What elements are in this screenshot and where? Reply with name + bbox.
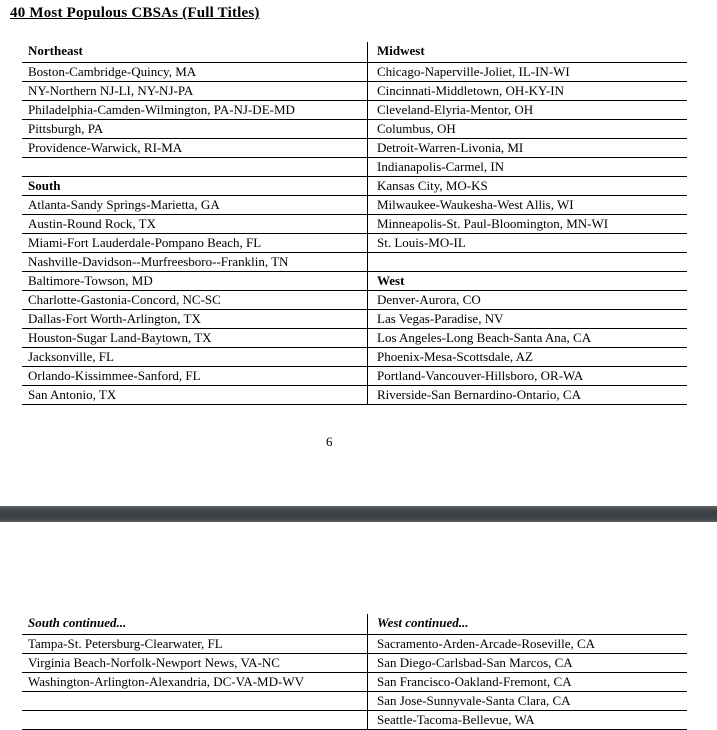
cbsa-cell: St. Louis-MO-IL <box>368 234 687 253</box>
cbsa-cell: Portland-Vancouver-Hillsboro, OR-WA <box>368 367 687 386</box>
cbsa-cell: Phoenix-Mesa-Scottsdale, AZ <box>368 348 687 367</box>
cbsa-cell: Nashville-Davidson--Murfreesboro--Franklin, TN <box>22 253 368 272</box>
cbsa-cell: Tampa-St. Petersburg-Clearwater, FL <box>22 635 368 654</box>
cbsa-cell: Columbus, OH <box>368 120 687 139</box>
table-row <box>22 82 687 101</box>
cbsa-cell: Kansas City, MO-KS <box>368 177 687 196</box>
cbsa-cell: Charlotte-Gastonia-Concord, NC-SC <box>22 291 368 310</box>
table-row <box>22 711 687 730</box>
cbsa-cell: Washington-Arlington-Alexandria, DC-VA-MD-WV <box>22 673 368 692</box>
region-header-cell: West continued... <box>368 614 687 635</box>
cbsa-cell: Orlando-Kissimmee-Sanford, FL <box>22 367 368 386</box>
table-row <box>22 253 687 272</box>
table-row <box>22 139 687 158</box>
region-header-cell: Midwest <box>368 42 687 63</box>
table-row <box>22 692 687 711</box>
table-row <box>22 329 687 348</box>
empty-cell <box>22 692 368 711</box>
cbsa-table-page2 <box>22 614 687 730</box>
cbsa-cell: Chicago-Naperville-Joliet, IL-IN-WI <box>368 63 687 82</box>
cbsa-cell: NY-Northern NJ-LI, NY-NJ-PA <box>22 82 368 101</box>
region-header-cell: Northeast <box>22 42 368 63</box>
cbsa-cell: Detroit-Warren-Livonia, MI <box>368 139 687 158</box>
cbsa-cell: San Antonio, TX <box>22 386 368 405</box>
cbsa-cell: Austin-Round Rock, TX <box>22 215 368 234</box>
table-row <box>22 101 687 120</box>
cbsa-cell: Las Vegas-Paradise, NV <box>368 310 687 329</box>
cbsa-cell: San Francisco-Oakland-Fremont, CA <box>368 673 687 692</box>
cbsa-cell: Dallas-Fort Worth-Arlington, TX <box>22 310 368 329</box>
empty-cell <box>22 711 368 730</box>
cbsa-cell: Riverside-San Bernardino-Ontario, CA <box>368 386 687 405</box>
cbsa-cell: Virginia Beach-Norfolk-Newport News, VA-NC <box>22 654 368 673</box>
table-row <box>22 310 687 329</box>
cbsa-cell: Los Angeles-Long Beach-Santa Ana, CA <box>368 329 687 348</box>
cbsa-cell: Milwaukee-Waukesha-West Allis, WI <box>368 196 687 215</box>
table-row <box>22 272 687 291</box>
table-row <box>22 120 687 139</box>
table-row <box>22 291 687 310</box>
cbsa-cell: San Jose-Sunnyvale-Santa Clara, CA <box>368 692 687 711</box>
cbsa-cell: Indianapolis-Carmel, IN <box>368 158 687 177</box>
cbsa-cell: Seattle-Tacoma-Bellevue, WA <box>368 711 687 730</box>
cbsa-cell: Boston-Cambridge-Quincy, MA <box>22 63 368 82</box>
table-row <box>22 635 687 654</box>
table-row <box>22 234 687 253</box>
document-title: 40 Most Populous CBSAs (Full Titles) <box>10 5 260 21</box>
cbsa-cell: Miami-Fort Lauderdale-Pompano Beach, FL <box>22 234 368 253</box>
cbsa-cell: Providence-Warwick, RI-MA <box>22 139 368 158</box>
table-row <box>22 386 687 405</box>
page-number: 6 <box>326 434 333 449</box>
table-row <box>22 614 687 635</box>
cbsa-cell: Baltimore-Towson, MD <box>22 272 368 291</box>
table-row <box>22 196 687 215</box>
cbsa-table-page1 <box>22 42 687 405</box>
region-header-cell: South continued... <box>22 614 368 635</box>
empty-cell <box>368 253 687 272</box>
cbsa-cell: Jacksonville, FL <box>22 348 368 367</box>
table-row <box>22 673 687 692</box>
document-page-2 <box>0 522 717 728</box>
table-row <box>22 42 687 63</box>
page-separator-bar <box>0 506 717 522</box>
cbsa-cell: Minneapolis-St. Paul-Bloomington, MN-WI <box>368 215 687 234</box>
region-header-cell: West <box>368 272 687 291</box>
cbsa-cell: Pittsburgh, PA <box>22 120 368 139</box>
table-row <box>22 63 687 82</box>
table-row <box>22 177 687 196</box>
table-row <box>22 158 687 177</box>
cbsa-cell: Cleveland-Elyria-Mentor, OH <box>368 101 687 120</box>
table-row <box>22 367 687 386</box>
cbsa-cell: Houston-Sugar Land-Baytown, TX <box>22 329 368 348</box>
cbsa-cell: Denver-Aurora, CO <box>368 291 687 310</box>
table-row <box>22 215 687 234</box>
table-row <box>22 654 687 673</box>
cbsa-cell: Atlanta-Sandy Springs-Marietta, GA <box>22 196 368 215</box>
region-header-cell: South <box>22 177 368 196</box>
cbsa-cell: San Diego-Carlsbad-San Marcos, CA <box>368 654 687 673</box>
cbsa-cell: Cincinnati-Middletown, OH-KY-IN <box>368 82 687 101</box>
empty-cell <box>22 158 368 177</box>
cbsa-cell: Philadelphia-Camden-Wilmington, PA-NJ-DE-MD <box>22 101 368 120</box>
table-row <box>22 348 687 367</box>
cbsa-cell: Sacramento-Arden-Arcade-Roseville, CA <box>368 635 687 654</box>
